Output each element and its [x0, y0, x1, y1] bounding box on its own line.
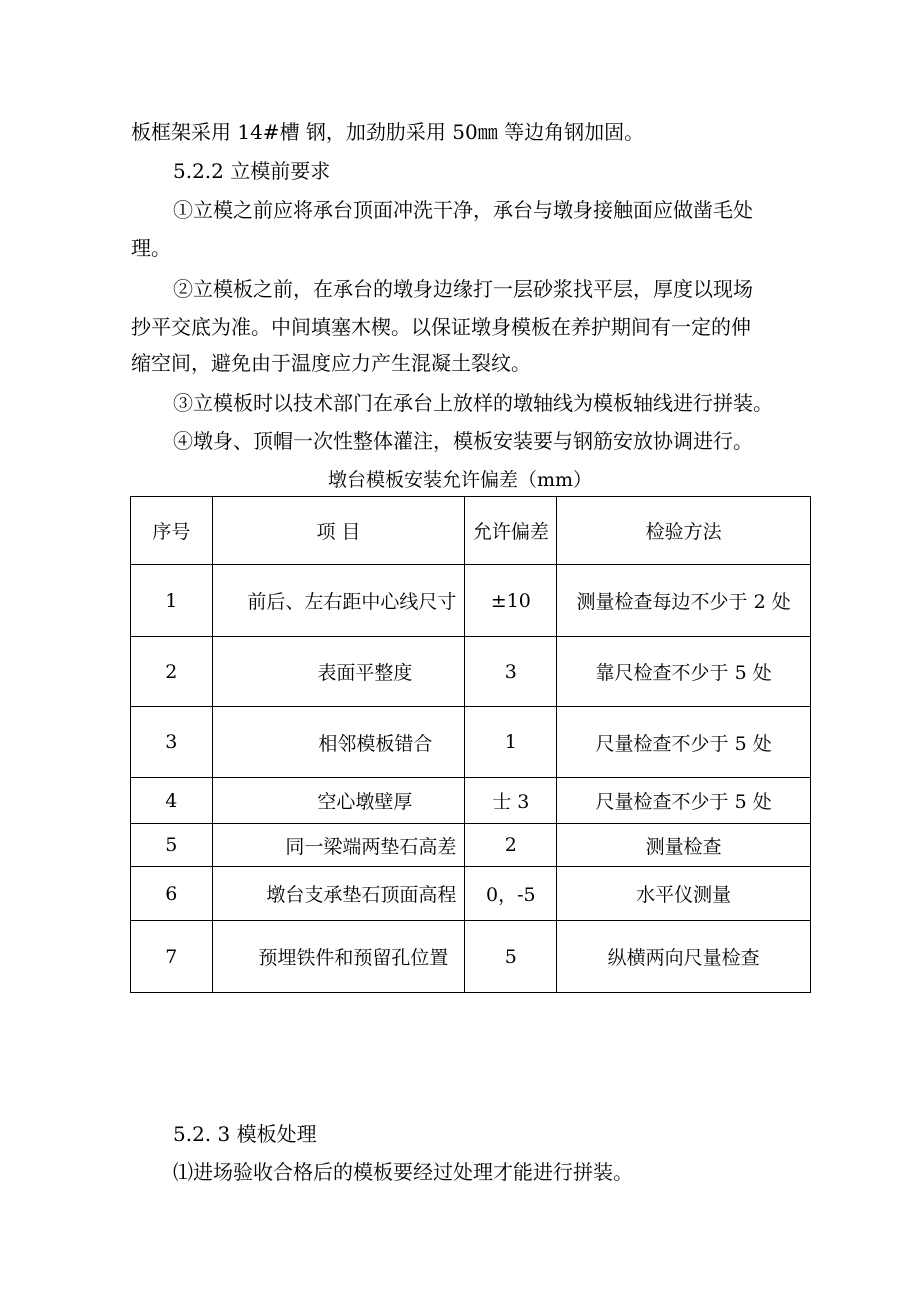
header-method: 检验方法	[557, 497, 811, 565]
row-tolerance: ±10	[465, 565, 557, 637]
row-tolerance: 1	[465, 707, 557, 778]
row-method: 尺量检查不少于 5 处	[557, 707, 811, 778]
paragraph-line: ④墩身、顶帽一次性整体灌注，模板安装要与钢筋安放协调进行。	[173, 429, 753, 453]
table-row	[131, 637, 811, 707]
row-method: 水平仪测量	[557, 867, 811, 921]
paragraph-line: 理。	[131, 236, 171, 260]
row-method: 测量检查每边不少于 2 处	[557, 565, 811, 637]
row-index: 1	[131, 565, 213, 637]
row-tolerance: 士 3	[465, 778, 557, 824]
row-index: 2	[131, 637, 213, 707]
section-heading: 5.2. 3 模板处理	[173, 1122, 317, 1146]
subsection-heading: 5.2.2 立模前要求	[173, 159, 331, 183]
row-item: 前后、左右距中心线尺寸	[212, 565, 465, 637]
row-method: 尺量检查不少于 5 处	[557, 778, 811, 824]
row-index: 6	[131, 867, 213, 921]
row-method: 纵横两向尺量检查	[557, 921, 811, 993]
row-item: 墩台支承垫石顶面高程	[212, 867, 465, 921]
table-row	[131, 921, 811, 993]
table-header-row	[131, 497, 811, 565]
header-item: 项 目	[212, 497, 465, 565]
tolerance-table	[130, 496, 811, 993]
row-item: 表面平整度	[212, 637, 465, 707]
row-tolerance: 5	[465, 921, 557, 993]
row-method: 测量检查	[557, 824, 811, 867]
table-row	[131, 707, 811, 778]
row-item: 预埋铁件和预留孔位置	[212, 921, 465, 993]
table-title: 墩台模板安装允许偏差（mm）	[327, 469, 593, 491]
table-row	[131, 778, 811, 824]
paragraph-line: 板框架采用 14#槽 钢，加劲肋采用 50㎜ 等边角钢加固。	[131, 120, 645, 144]
row-item: 相邻模板错合	[212, 707, 465, 778]
row-item: 空心墩壁厚	[212, 778, 465, 824]
row-index: 5	[131, 824, 213, 867]
paragraph-line: 抄平交底为准。中间填塞木楔。以保证墩身模板在养护期间有一定的伸	[131, 315, 751, 339]
header-tolerance: 允许偏差	[465, 497, 557, 565]
table-row	[131, 867, 811, 921]
row-tolerance: 0，-5	[465, 867, 557, 921]
paragraph-line: ①立模之前应将承台顶面冲洗干净，承台与墩身接触面应做凿毛处	[173, 198, 753, 222]
table-row	[131, 824, 811, 867]
paragraph-line: 缩空间，避免由于温度应力产生混凝土裂纹。	[131, 351, 531, 375]
paragraph-line: ③立模板时以技术部门在承台上放样的墩轴线为模板轴线进行拼装。	[173, 391, 773, 415]
row-tolerance: 2	[465, 824, 557, 867]
row-index: 7	[131, 921, 213, 993]
row-index: 3	[131, 707, 213, 778]
paragraph-line: ②立模板之前，在承台的墩身边缘打一层砂浆找平层，厚度以现场	[173, 277, 753, 301]
row-tolerance: 3	[465, 637, 557, 707]
row-index: 4	[131, 778, 213, 824]
row-item: 同一梁端两垫石高差	[212, 824, 465, 867]
header-index: 序号	[131, 497, 213, 565]
table-row	[131, 565, 811, 637]
paragraph-line: ⑴进场验收合格后的模板要经过处理才能进行拼装。	[173, 1160, 633, 1184]
row-method: 靠尺检查不少于 5 处	[557, 637, 811, 707]
